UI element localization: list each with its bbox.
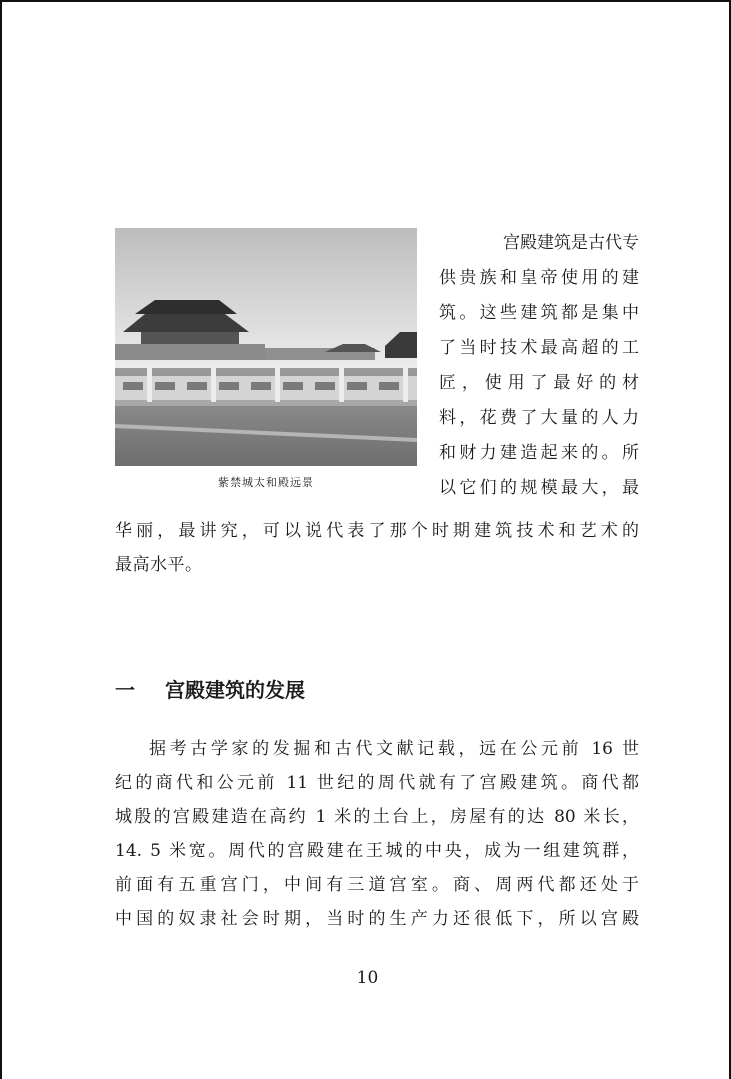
section-title: 宫殿建筑的发展: [165, 678, 305, 702]
section-heading: [115, 674, 305, 703]
body-line: 据考古学家的发掘和古代文献记载，远在公元前 16 世: [149, 739, 639, 759]
forbidden-city-photo: [115, 228, 417, 466]
body-line: 14. 5 米宽。周代的宫殿建在王城的中央，成为一组建筑群，: [115, 841, 639, 861]
intro-line: 以它们的规模最大，最: [439, 478, 639, 498]
intro-line: 宫殿建筑是古代专: [503, 233, 639, 253]
body-line: 城殷的宫殿建造在高约 1 米的土台上，房屋有的达 80 米长，: [115, 807, 639, 827]
intro-line: 匠，使用了最好的材: [439, 373, 639, 393]
body-line: 中国的奴隶社会时期，当时的生产力还很低下，所以宫殿: [115, 909, 639, 929]
page-number: 10: [356, 968, 379, 988]
photo-caption: 紫禁城太和殿远景: [218, 476, 314, 489]
intro-line: 和财力建造起来的。所: [439, 443, 639, 463]
intro-line: 料，花费了大量的人力: [439, 408, 639, 428]
intro-line: 最高水平。: [115, 555, 203, 575]
section-number: 一: [115, 678, 135, 702]
body-line: 纪的商代和公元前 11 世纪的周代就有了宫殿建筑。商代都: [115, 773, 639, 793]
body-line: 前面有五重宫门，中间有三道宫室。商、周两代都还处于: [115, 875, 639, 895]
intro-line: 筑。这些建筑都是集中: [439, 303, 639, 323]
palace-illustration: [115, 228, 417, 466]
intro-line: 了当时技术最高超的工: [439, 338, 639, 358]
intro-line: 华丽，最讲究，可以说代表了那个时期建筑技术和艺术的: [115, 521, 639, 541]
intro-line: 供贵族和皇帝使用的建: [439, 268, 639, 288]
